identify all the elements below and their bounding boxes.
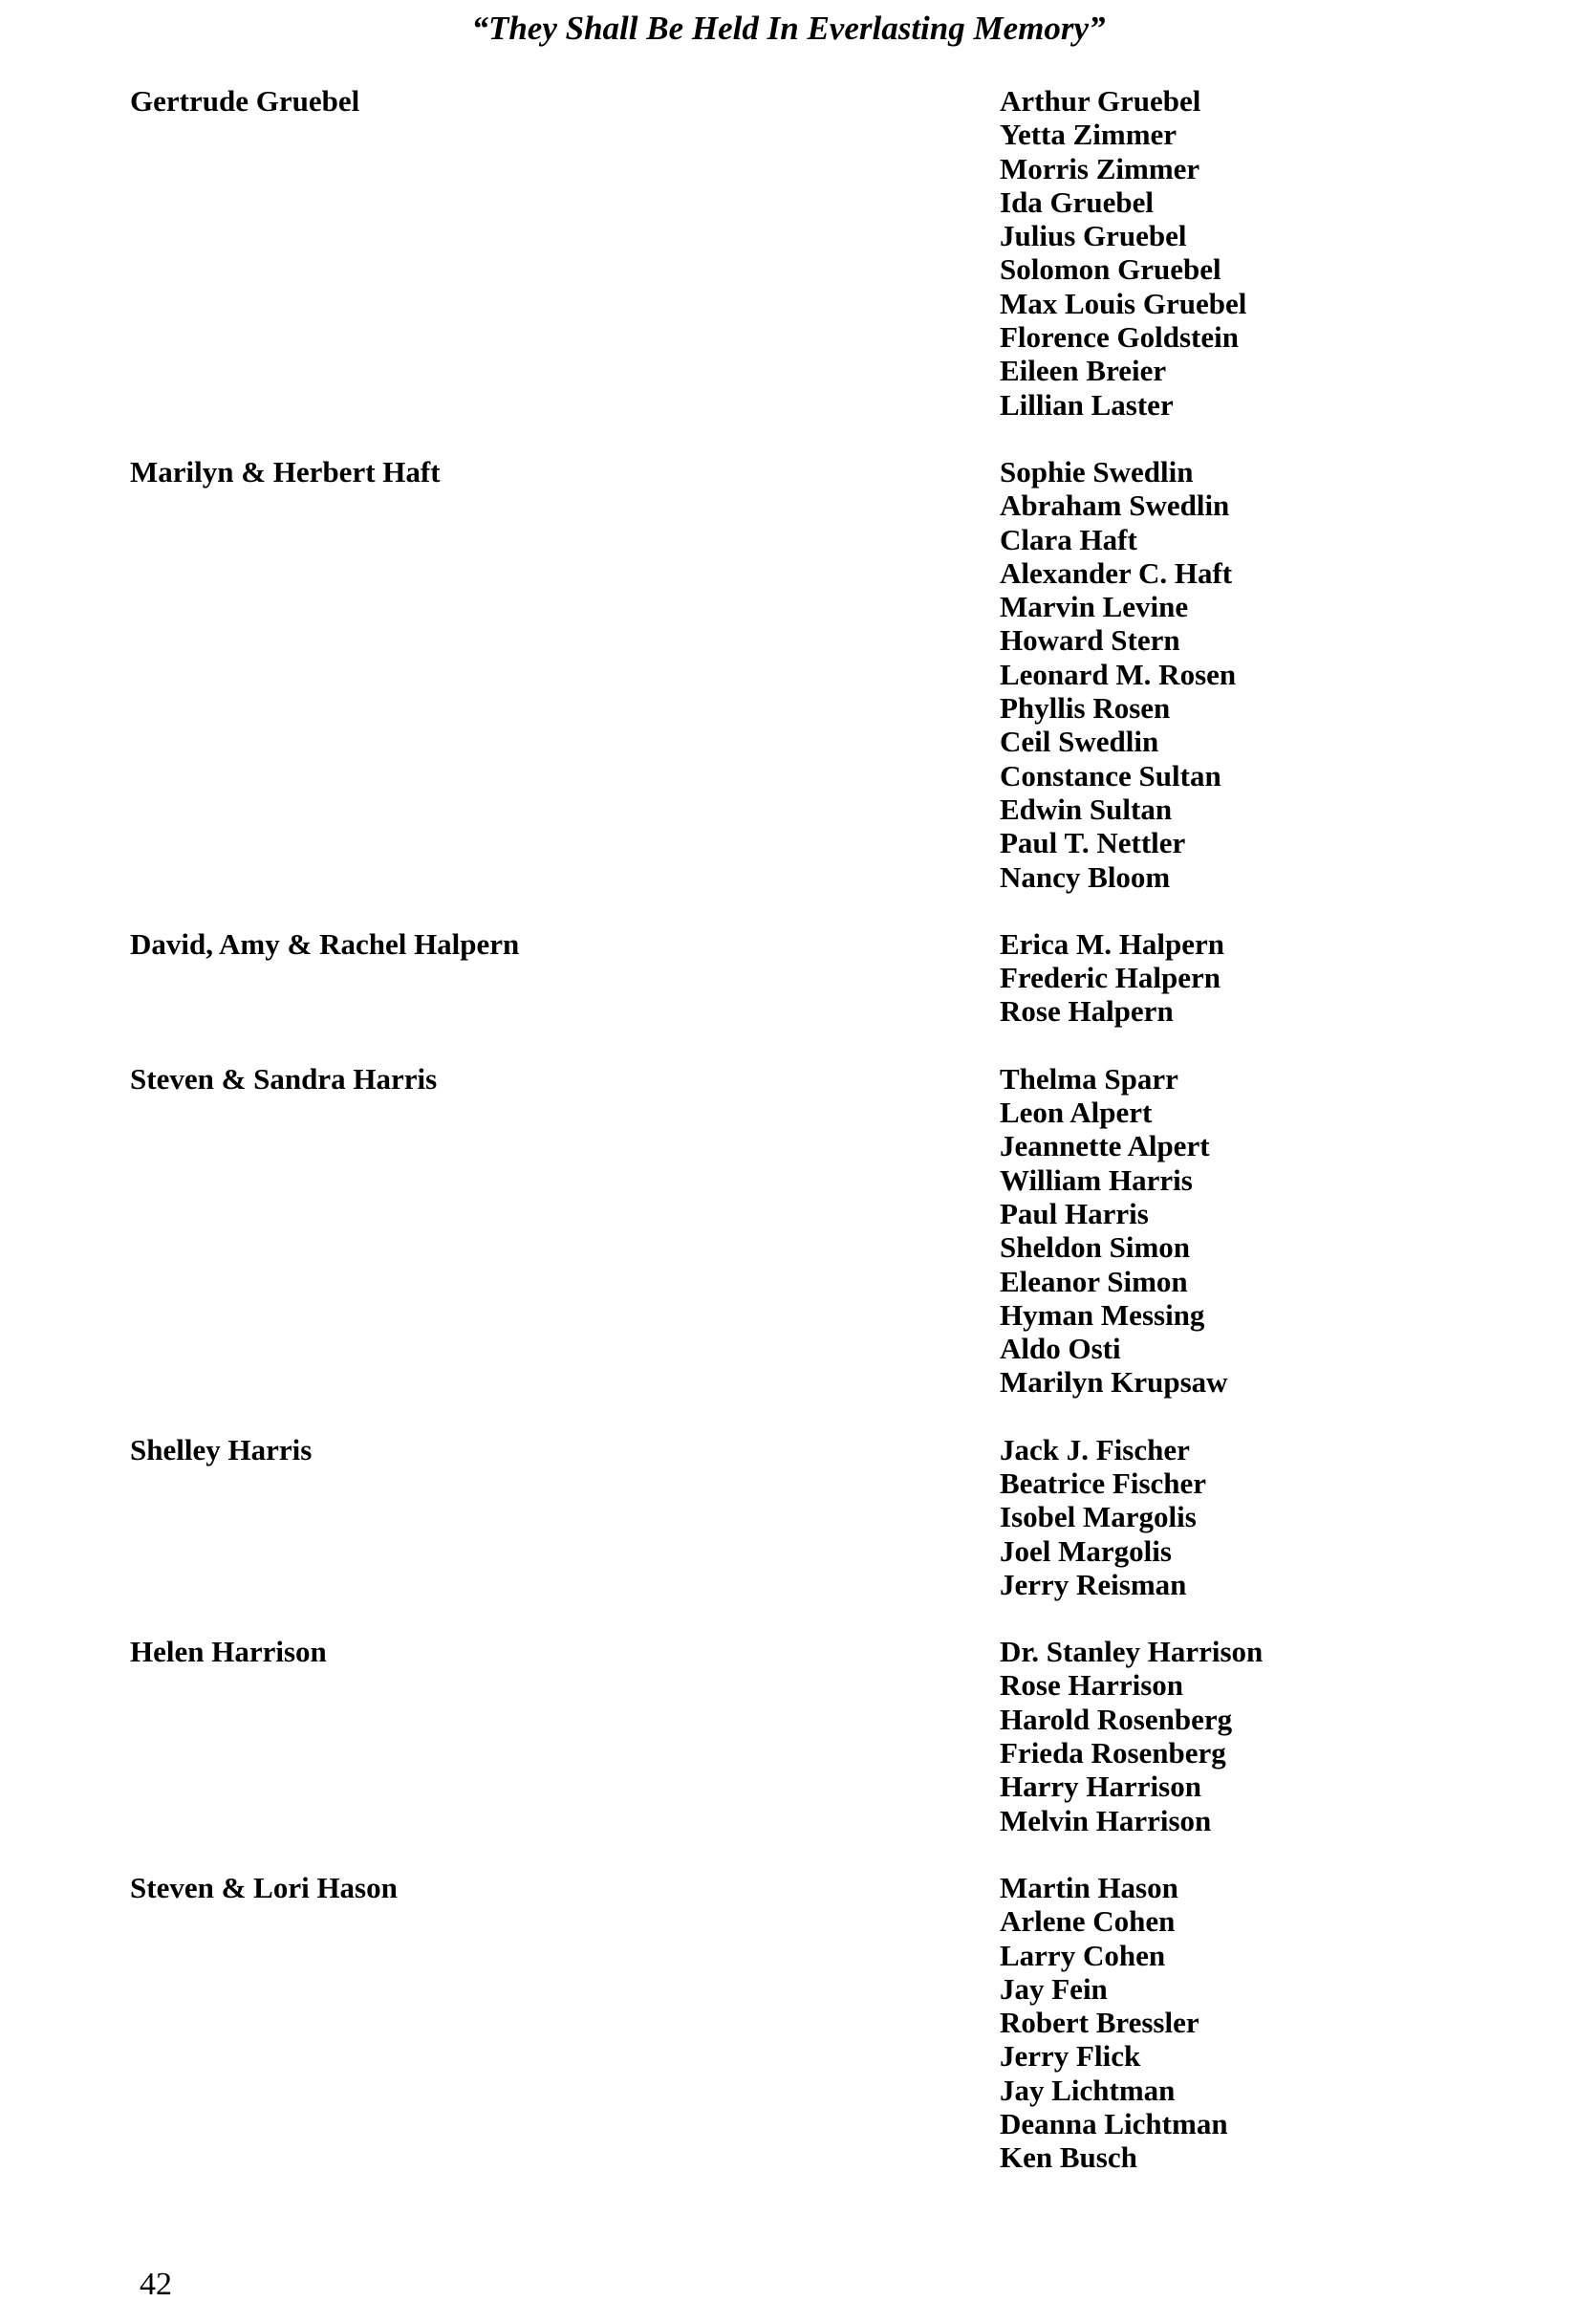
honoree-name: Clara Haft: [1000, 522, 1137, 556]
honoree-name: Rose Halpern: [1000, 994, 1174, 1029]
honoree-name: Paul Harris: [1000, 1196, 1149, 1230]
honoree-name: William Harris: [1000, 1162, 1193, 1197]
honoree-name: Solomon Gruebel: [1000, 252, 1221, 287]
honoree-name: Jeannette Alpert: [1000, 1129, 1210, 1163]
donor-name: Gertrude Gruebel: [130, 84, 360, 118]
honoree-name: Jay Lichtman: [1000, 2073, 1176, 2107]
memorial-entry: [130, 927, 1525, 1029]
honoree-name: Sophie Swedlin: [1000, 454, 1194, 489]
honoree-list: [1000, 1871, 1525, 2175]
honoree-name: Robert Bressler: [1000, 2006, 1199, 2040]
honoree-name: Florence Goldstein: [1000, 320, 1239, 355]
honoree-name: Martin Hason: [1000, 1870, 1178, 1904]
honoree-name: Melvin Harrison: [1000, 1803, 1212, 1837]
honoree-name: Erica M. Halpern: [1000, 926, 1225, 961]
honoree-name: Marilyn Krupsaw: [1000, 1365, 1228, 1400]
honoree-name: Marvin Levine: [1000, 590, 1189, 624]
honoree-list: [1000, 84, 1525, 422]
honoree-name: Max Louis Gruebel: [1000, 286, 1247, 320]
honoree-list: [1000, 1635, 1525, 1837]
page-header: “They Shall Be Held In Everlasting Memory”: [471, 10, 1106, 47]
honoree-name: Hyman Messing: [1000, 1297, 1205, 1332]
honoree-name: Aldo Osti: [1000, 1332, 1121, 1366]
honoree-list: [1000, 927, 1525, 1029]
honoree-name: Thelma Sparr: [1000, 1061, 1178, 1096]
honoree-name: Jack J. Fischer: [1000, 1432, 1190, 1466]
memorial-list: [130, 84, 1525, 2208]
donor-name: Marilyn & Herbert Haft: [130, 454, 441, 489]
honoree-name: Jay Fein: [1000, 1971, 1108, 2006]
honoree-list: [1000, 1062, 1525, 1400]
honoree-name: Ida Gruebel: [1000, 185, 1155, 219]
honoree-name: Harold Rosenberg: [1000, 1702, 1233, 1736]
donor-name: Shelley Harris: [130, 1432, 313, 1466]
donor-name: Helen Harrison: [130, 1635, 327, 1669]
honoree-list: [1000, 1433, 1525, 1601]
honoree-name: Phyllis Rosen: [1000, 691, 1171, 726]
honoree-name: Eileen Breier: [1000, 354, 1167, 388]
memorial-entry: [130, 455, 1525, 894]
honoree-name: Harry Harrison: [1000, 1770, 1201, 1804]
honoree-name: Isobel Margolis: [1000, 1500, 1197, 1534]
memorial-entry: [130, 1635, 1525, 1837]
memorial-entry: [130, 84, 1525, 422]
honoree-name: Joel Margolis: [1000, 1533, 1172, 1568]
honoree-name: Edwin Sultan: [1000, 792, 1173, 826]
honoree-name: Jerry Flick: [1000, 2039, 1141, 2074]
honoree-name: Frieda Rosenberg: [1000, 1736, 1226, 1770]
honoree-name: Arthur Gruebel: [1000, 84, 1201, 118]
honoree-list: [1000, 455, 1525, 894]
memorial-entry: [130, 1062, 1525, 1400]
honoree-name: Frederic Halpern: [1000, 961, 1221, 995]
honoree-name: Ceil Swedlin: [1000, 725, 1159, 759]
honoree-name: Nancy Bloom: [1000, 859, 1171, 894]
honoree-name: Alexander C. Haft: [1000, 555, 1233, 590]
honoree-name: Beatrice Fischer: [1000, 1466, 1207, 1500]
memorial-entry: [130, 1871, 1525, 2175]
memorial-entry: [130, 1433, 1525, 1601]
honoree-name: Sheldon Simon: [1000, 1230, 1191, 1265]
honoree-name: Larry Cohen: [1000, 1938, 1166, 1972]
honoree-name: Julius Gruebel: [1000, 219, 1187, 253]
honoree-name: Jerry Reisman: [1000, 1567, 1187, 1601]
honoree-name: Dr. Stanley Harrison: [1000, 1635, 1264, 1669]
honoree-name: Paul T. Nettler: [1000, 826, 1186, 860]
page-number: 42: [140, 2267, 172, 2302]
donor-name: Steven & Sandra Harris: [130, 1061, 438, 1096]
honoree-name: Abraham Swedlin: [1000, 489, 1230, 523]
honoree-name: Yetta Zimmer: [1000, 118, 1177, 152]
honoree-name: Arlene Cohen: [1000, 1904, 1176, 1939]
honoree-name: Deanna Lichtman: [1000, 2107, 1228, 2141]
honoree-name: Howard Stern: [1000, 623, 1180, 658]
honoree-name: Rose Harrison: [1000, 1668, 1184, 1703]
honoree-name: Ken Busch: [1000, 2140, 1137, 2175]
honoree-name: Eleanor Simon: [1000, 1264, 1188, 1298]
honoree-name: Lillian Laster: [1000, 387, 1174, 422]
donor-name: David, Amy & Rachel Halpern: [130, 926, 520, 961]
honoree-name: Constance Sultan: [1000, 758, 1221, 793]
donor-name: Steven & Lori Hason: [130, 1870, 398, 1904]
honoree-name: Leonard M. Rosen: [1000, 657, 1237, 691]
honoree-name: Morris Zimmer: [1000, 151, 1200, 185]
honoree-name: Leon Alpert: [1000, 1096, 1153, 1130]
